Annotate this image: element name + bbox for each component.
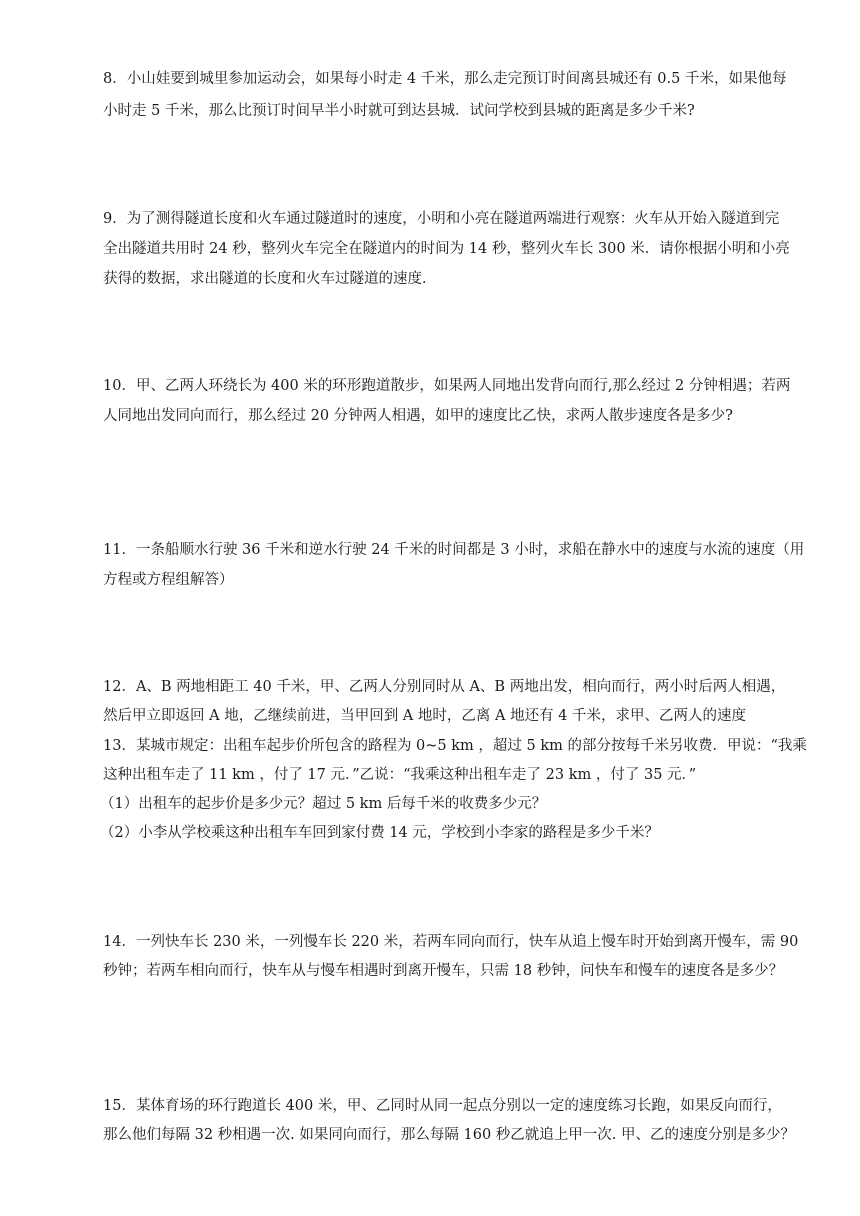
problem-13-subquestion-1: （1）出租车的起步价是多少元？超过 5 km 后每千米的收费多少元？ bbox=[100, 796, 547, 812]
problem-14-line-1: 14．一列快车长 230 米，一列慢车长 220 米，若两车同向而行，快车从追上慢车时开始到离开慢车，需 90 bbox=[103, 934, 799, 950]
problem-14-line-2: 秒钟；若两车相向而行，快车从与慢车相遇时到离开慢车，只需 18 秒钟，问快车和慢车的速度各是多少？ bbox=[103, 963, 784, 979]
problem-11-line-1: 11．一条船顺水行驶 36 千米和逆水行驶 24 千米的时间都是 3 小时，求船在静水中的速度与水流的速度（用 bbox=[103, 542, 805, 558]
problem-8-line-1: 8．小山娃要到城里参加运动会，如果每小时走 4 千米，那么走完预订时间离县城还有 0.5 千米，如果他每 bbox=[103, 71, 787, 87]
problem-8-line-2: 小时走 5 千米，那么比预订时间早半小时就可到达县城．试问学校到县城的距离是多少千米? bbox=[103, 103, 695, 119]
problem-10-line-1: 10．甲、乙两人环绕长为 400 米的环形跑道散步，如果两人同地出发背向而行,那么经过 2 分钟相遇；若两 bbox=[103, 378, 791, 394]
problem-13-subquestion-2: （2）小李从学校乘这种出租车车回到家付费 14 元，学校到小李家的路程是多少千米？ bbox=[100, 825, 659, 841]
problem-9-line-2: 全出隧道共用时 24 秒，整列火车完全在隧道内的时间为 14 秒，整列火车长 300 米．请你根据小明和小亮 bbox=[103, 241, 790, 257]
problem-9-line-1: 9．为了测得隧道长度和火车通过隧道时的速度，小明和小亮在隧道两端进行观察：火车从开始入隧道到完 bbox=[103, 211, 780, 227]
problem-12-line-2: 然后甲立即返回 A 地，乙继续前进，当甲回到 A 地时，乙离 A 地还有 4 千米，求甲、乙两人的速度 bbox=[103, 708, 747, 724]
problem-15-line-2: 那么他们每隔 32 秒相遇一次. 如果同向而行，那么每隔 160 秒乙就追上甲一次. 甲、乙的速度分别是多少？ bbox=[103, 1127, 795, 1143]
problem-13-line-1: 13．某城市规定：出租车起步价所包含的路程为 0~5 km ，超过 5 km 的部分按每千米另收费．甲说：“我乘 bbox=[103, 738, 807, 754]
problem-9-line-3: 获得的数据，求出隧道的长度和火车过隧道的速度． bbox=[103, 271, 437, 287]
problem-10-line-2: 人同地出发同向而行，那么经过 20 分钟两人相遇，如甲的速度比乙快，求两人散步速度各是多少? bbox=[103, 408, 733, 424]
problem-15-line-1: 15．某体育场的环行跑道长 400 米，甲、乙同时从同一起点分别以一定的速度练习长跑，如果反向而行， bbox=[103, 1098, 782, 1114]
problem-11-line-2: 方程或方程组解答） bbox=[103, 572, 234, 588]
problem-12-line-1: 12．A、B 两地相距工 40 千米，甲、乙两人分别同时从 A、B 两地出发，相向而行，两小时后两人相遇， bbox=[103, 679, 786, 695]
problem-13-line-2: 这种出租车走了 11 km ，付了 17 元．”乙说：“我乘这种出租车走了 23 km ，付了 35 元．” bbox=[103, 767, 697, 783]
